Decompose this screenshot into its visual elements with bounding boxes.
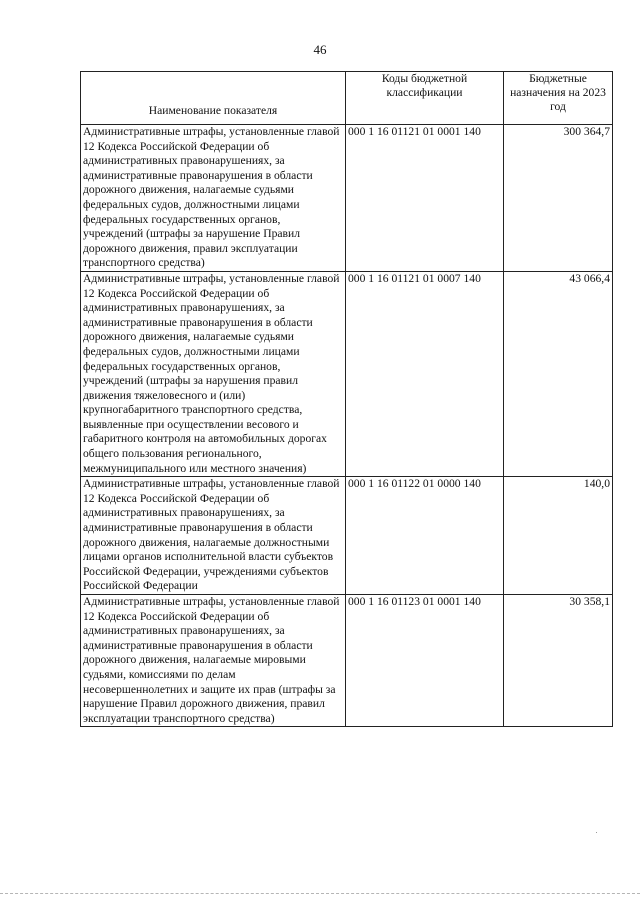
table-row [81, 477, 613, 595]
row-code: 000 1 16 01121 01 0001 140 [346, 125, 504, 272]
row-value: 43 066,4 [504, 271, 613, 476]
header-row [81, 72, 613, 125]
row-code: 000 1 16 01121 01 0007 140 [346, 271, 504, 476]
row-name: Административные штрафы, установленные главой 12 Кодекса Российской Федерации об административных правонарушениях, за административные правонарушения в области дорожного движения, налагаемые судьями федеральных судов, должностными лицами федеральных государственных органов, учреждений (штрафы за нарушения правил движения тяжеловесного и (или) крупногабаритного транспортного средства, выявленные при осуществлении весового и габаритного контроля на автомобильных дорогах общего пользования регионального, межмуниципального или местного значения) [81, 271, 346, 476]
table-header [81, 72, 613, 125]
table-body [81, 125, 613, 727]
row-code: 000 1 16 01123 01 0001 140 [346, 595, 504, 727]
row-name: Административные штрафы, установленные главой 12 Кодекса Российской Федерации об административных правонарушениях, за административные правонарушения в области дорожного движения, налагаемые судьями федеральных судов, должностными лицами федеральных государственных органов, учреждений (штрафы за нарушение Правил дорожного движения, правил эксплуатации транспортного средства) [81, 125, 346, 272]
row-name: Административные штрафы, установленные главой 12 Кодекса Российской Федерации об административных правонарушениях, за административные правонарушения в области дорожного движения, налагаемые мировыми судьями, комиссиями по делам несовершеннолетних и защите их прав (штрафы за нарушение Правил дорожного движения, правил эксплуатации транспортного средства) [81, 595, 346, 727]
page-number: 46 [313, 42, 327, 57]
table-row [81, 125, 613, 272]
scan-speck [596, 832, 597, 833]
row-value: 300 364,7 [504, 125, 613, 272]
header-value: Бюджетные назначения на 2023 год [504, 72, 613, 125]
budget-table [80, 71, 613, 727]
header-code: Коды бюджетной классификации [346, 72, 504, 125]
header-name: Наименование показателя [81, 72, 346, 125]
row-name: Административные штрафы, установленные главой 12 Кодекса Российской Федерации об административных правонарушениях, за административные правонарушения в области дорожного движения, налагаемые должностными лицами органов исполнительной власти субъектов Российской Федерации, учреждениями субъектов Российской Федерации [81, 477, 346, 595]
row-code: 000 1 16 01122 01 0000 140 [346, 477, 504, 595]
row-value: 140,0 [504, 477, 613, 595]
table-row [81, 271, 613, 476]
row-value: 30 358,1 [504, 595, 613, 727]
page-bottom-edge [0, 893, 640, 894]
table-row [81, 595, 613, 727]
